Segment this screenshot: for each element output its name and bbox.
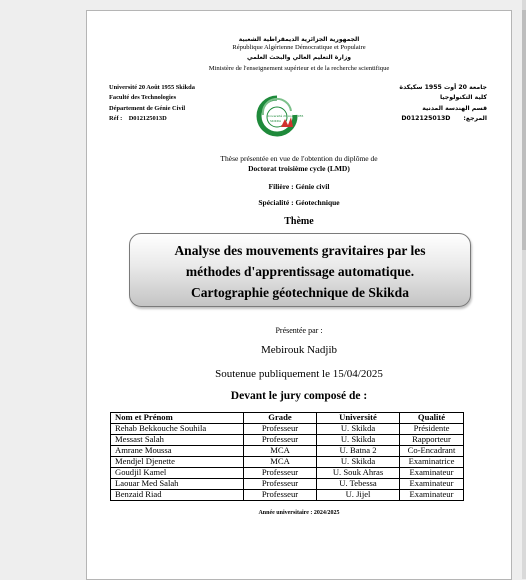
university-name-arabic: جامعة 20 أوت 1955 سكيكدة <box>399 84 487 91</box>
table-row <box>111 435 464 446</box>
jury-member-role: Rapporteur <box>400 435 464 446</box>
jury-member-name: Goudjil Kamel <box>111 468 244 479</box>
jury-member-grade: Professeur <box>244 424 317 435</box>
header-arabic-republic: الجمهورية الجزائرية الديمقراطية الشعبية <box>238 36 360 43</box>
jury-table <box>110 412 464 501</box>
jury-member-grade: Professeur <box>244 435 317 446</box>
jury-member-role: Co-Encadrant <box>400 446 464 457</box>
table-row <box>111 468 464 479</box>
header-french-republic: République Algérienne Démocratique et Populaire <box>232 44 366 51</box>
thesis-title-line: méthodes d'apprentissage automatique. <box>185 264 415 279</box>
jury-member-grade: Professeur <box>244 479 317 490</box>
table-row <box>111 490 464 501</box>
jury-member-university: U. Tebessa <box>317 479 400 490</box>
thesis-specialite: Spécialité : Géotechnique <box>258 198 340 207</box>
jury-member-name: Benzaid Riad <box>111 490 244 501</box>
jury-member-name: Mendjel Djenette <box>111 457 244 468</box>
header-french-ministry: Ministère de l'enseignement supérieur et de la recherche scientifique <box>208 65 390 72</box>
thesis-title-box <box>129 233 471 307</box>
faculty-name: Faculté des Technologies <box>109 94 177 102</box>
scrollbar-thumb[interactable] <box>522 10 526 250</box>
jury-member-name: Amrane Moussa <box>111 446 244 457</box>
thesis-title-line: Analyse des mouvements gravitaires par les <box>174 243 426 258</box>
jury-member-role: Examinatrice <box>400 457 464 468</box>
thesis-title-line: Cartographie géotechnique de Skikda <box>191 285 409 300</box>
department-name-arabic: قسم الهندسة المدنية <box>422 104 487 112</box>
thesis-degree: Doctorat troisième cycle (LMD) <box>248 164 350 173</box>
reference-value: D012125013D <box>401 114 451 122</box>
document-page <box>86 10 512 580</box>
defense-date: Soutenue publiquement le 15/04/2025 <box>215 368 383 380</box>
institution-block-french <box>109 83 195 124</box>
column-header-quality: Qualité <box>400 413 464 424</box>
jury-member-grade: MCA <box>244 446 317 457</box>
jury-member-role: Présidente <box>400 424 464 435</box>
logo-caption-city: SKIKDA <box>270 119 282 123</box>
jury-member-role: Examinateur <box>400 490 464 501</box>
reference-number: Réf : D012125013D <box>109 114 167 122</box>
theme-label: Thème <box>284 216 314 227</box>
header-arabic-ministry: وزارة التعليم العالي والبحث العلمي <box>246 54 351 61</box>
jury-member-name: Rehab Bekkouche Souhila <box>111 424 244 435</box>
table-row <box>111 424 464 435</box>
author-name: Mebirouk Nadjib <box>260 344 338 356</box>
jury-member-name: Messast Salah <box>111 435 244 446</box>
thesis-filiere: Filière : Génie civil <box>268 182 330 191</box>
jury-member-university: U. Batna 2 <box>317 446 400 457</box>
jury-member-role: Examinateur <box>400 468 464 479</box>
institution-block-arabic <box>399 83 487 124</box>
reference-arabic <box>399 114 487 124</box>
jury-member-grade: MCA <box>244 457 317 468</box>
academic-year: Année universitaire : 2024/2025 <box>258 510 340 516</box>
jury-member-grade: Professeur <box>244 490 317 501</box>
jury-member-university: U. Skikda <box>317 457 400 468</box>
logo-caption: Université 20 Août 1955 <box>267 114 304 118</box>
jury-table-header <box>111 413 464 424</box>
table-row <box>111 457 464 468</box>
table-row <box>111 479 464 490</box>
reference-label-arabic: المرجع: <box>463 114 487 122</box>
jury-title: Devant le jury composé de : <box>230 390 368 402</box>
presented-by-label: Présentée par : <box>275 326 323 335</box>
column-header-name: Nom et Prénom <box>111 413 244 424</box>
faculty-name-arabic: كلية التكنولوجيا <box>439 94 487 102</box>
column-header-university: Université <box>317 413 400 424</box>
jury-member-university: U. Souk Ahras <box>317 468 400 479</box>
jury-member-university: U. Skikda <box>317 424 400 435</box>
university-skikda-logo <box>255 95 304 139</box>
jury-member-university: U. Jijel <box>317 490 400 501</box>
jury-member-name: Laouar Med Salah <box>111 479 244 490</box>
thesis-intro: Thèse présentée en vue de l'obtention du diplôme de <box>220 154 378 163</box>
jury-member-role: Examinateur <box>400 479 464 490</box>
university-name: Université 20 Août 1955 Skikda <box>109 84 195 91</box>
jury-member-grade: Professeur <box>244 468 317 479</box>
viewer-scrollbar[interactable] <box>522 0 526 579</box>
column-header-grade: Grade <box>244 413 317 424</box>
department-name: Département de Génie Civil <box>109 104 186 112</box>
jury-member-university: U. Skikda <box>317 435 400 446</box>
table-row <box>111 446 464 457</box>
